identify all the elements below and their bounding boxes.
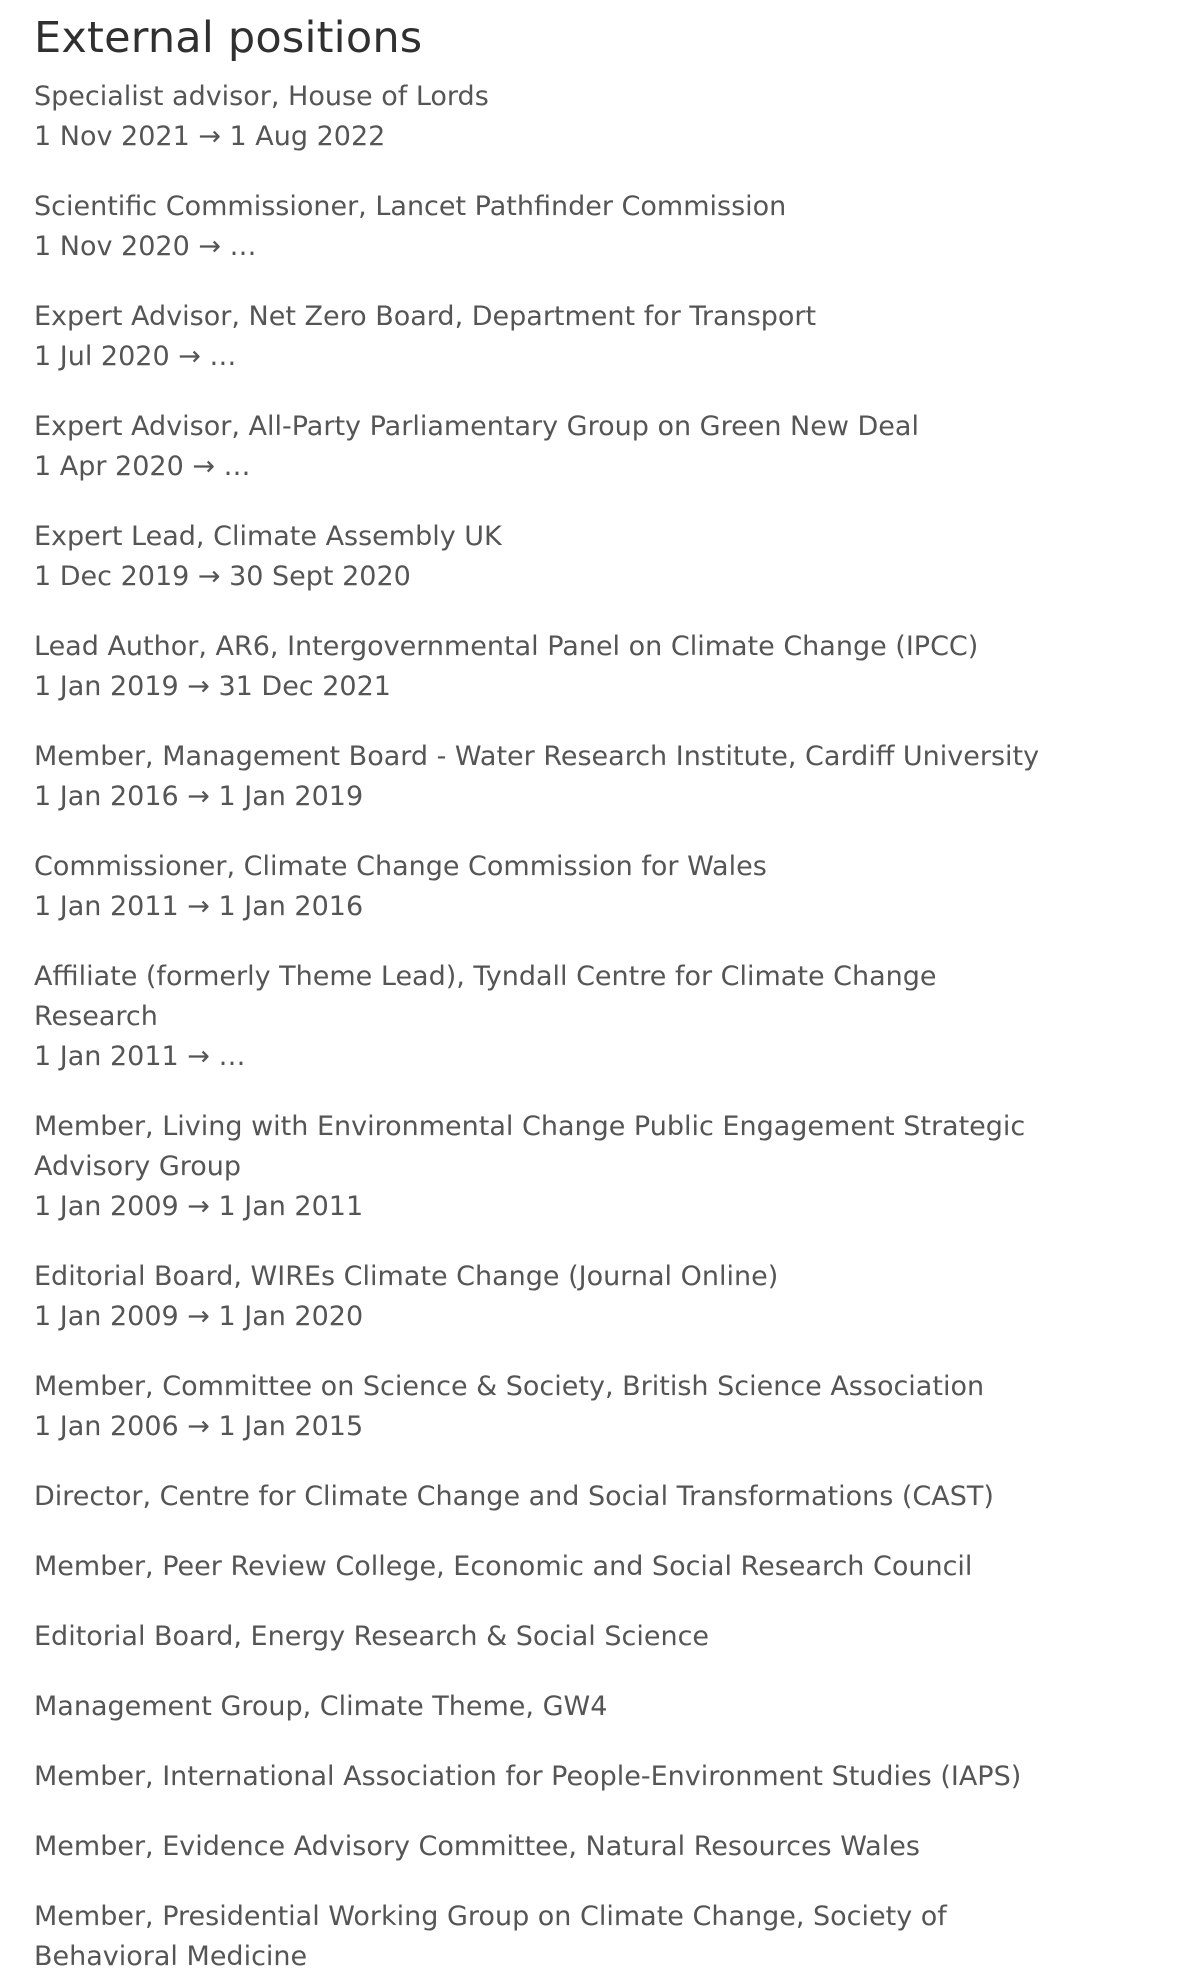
position-item	[34, 77, 1064, 157]
position-dates: 1 Jan 2011 → …	[34, 1041, 246, 1072]
position-title: Member, Presidential Working Group on Climate Change, Society of Behavioral Medicine	[34, 1901, 947, 1972]
position-title: Scientific Commissioner, Lancet Pathfinder Commission	[34, 191, 787, 222]
position-item	[34, 1827, 1064, 1867]
position-title: Member, International Association for People-Environment Studies (IAPS)	[34, 1761, 1022, 1792]
position-title: Editorial Board, WIREs Climate Change (Journal Online)	[34, 1261, 779, 1292]
position-dates: 1 Jan 2009 → 1 Jan 2020	[34, 1301, 364, 1332]
position-item	[34, 1107, 1064, 1227]
position-item	[34, 297, 1064, 377]
position-item	[34, 1367, 1064, 1447]
position-title: Member, Management Board - Water Research Institute, Cardiff University	[34, 741, 1040, 772]
position-title: Expert Advisor, All-Party Parliamentary Group on Green New Deal	[34, 411, 919, 442]
position-item	[34, 1547, 1064, 1587]
position-dates: 1 Jul 2020 → …	[34, 341, 237, 372]
position-title: Member, Living with Environmental Change Public Engagement Strategic Advisory Group	[34, 1111, 1026, 1182]
position-item	[34, 1757, 1064, 1797]
position-dates: 1 Apr 2020 → …	[34, 451, 251, 482]
position-dates: 1 Jan 2009 → 1 Jan 2011	[34, 1191, 364, 1222]
position-title: Member, Peer Review College, Economic and Social Research Council	[34, 1551, 973, 1582]
position-title: Editorial Board, Energy Research & Social Science	[34, 1621, 710, 1652]
position-dates: 1 Nov 2021 → 1 Aug 2022	[34, 121, 386, 152]
position-item	[34, 1687, 1064, 1727]
position-dates: 1 Jan 2011 → 1 Jan 2016	[34, 891, 364, 922]
position-item	[34, 1897, 1064, 1977]
position-item	[34, 407, 1064, 487]
position-title: Commissioner, Climate Change Commission for Wales	[34, 851, 767, 882]
position-title: Member, Evidence Advisory Committee, Natural Resources Wales	[34, 1831, 920, 1862]
position-title: Expert Lead, Climate Assembly UK	[34, 521, 502, 552]
position-title: Lead Author, AR6, Intergovernmental Panel on Climate Change (IPCC)	[34, 631, 979, 662]
position-item	[34, 737, 1064, 817]
position-item	[34, 187, 1064, 267]
position-dates: 1 Jan 2019 → 31 Dec 2021	[34, 671, 391, 702]
position-title: Director, Centre for Climate Change and Social Transformations (CAST)	[34, 1481, 994, 1512]
position-item	[34, 957, 1064, 1077]
position-dates: 1 Jan 2016 → 1 Jan 2019	[34, 781, 364, 812]
position-dates: 1 Nov 2020 → …	[34, 231, 257, 262]
positions-list	[34, 77, 1064, 1977]
position-item	[34, 847, 1064, 927]
position-dates: 1 Dec 2019 → 30 Sept 2020	[34, 561, 411, 592]
position-item	[34, 1257, 1064, 1337]
position-item	[34, 517, 1064, 597]
position-dates: 1 Jan 2006 → 1 Jan 2015	[34, 1411, 364, 1442]
position-item	[34, 1477, 1064, 1517]
position-item	[34, 627, 1064, 707]
position-title: Member, Committee on Science & Society, British Science Association	[34, 1371, 985, 1402]
position-title: Affiliate (formerly Theme Lead), Tyndall Centre for Climate Change Research	[34, 961, 937, 1032]
section-title: External positions	[34, 13, 423, 63]
position-title: Management Group, Climate Theme, GW4	[34, 1691, 608, 1722]
position-title: Expert Advisor, Net Zero Board, Department for Transport	[34, 301, 817, 332]
position-title: Specialist advisor, House of Lords	[34, 81, 489, 112]
position-item	[34, 1617, 1064, 1657]
